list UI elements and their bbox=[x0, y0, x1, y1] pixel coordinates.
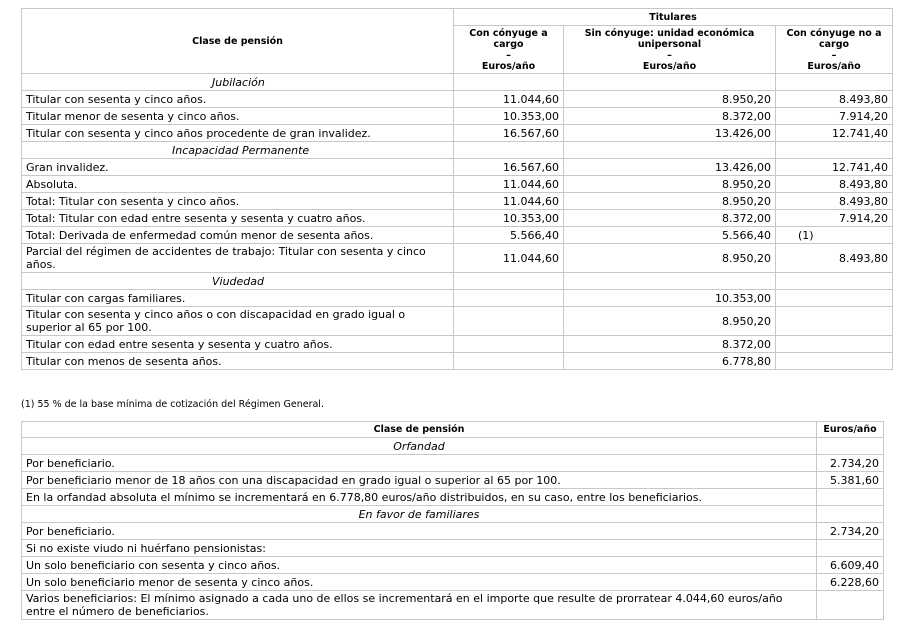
footnote-ref: (1) bbox=[776, 227, 893, 244]
table-row: Un solo beneficiario con sesenta y cinco años. 6.609,40 bbox=[22, 557, 884, 574]
table-row: Parcial del régimen de accidentes de trabajo: Titular con sesenta y cinco años. 11.044,60 8.950,20 8.493,80 bbox=[22, 244, 893, 273]
table-row: En la orfandad absoluta el mínimo se incrementará en 6.778,80 euros/año distribuidos, en su caso, entre los beneficiarios. bbox=[22, 489, 884, 506]
table-row: Absoluta. 11.044,60 8.950,20 8.493,80 bbox=[22, 176, 893, 193]
header-sin-conyuge: Sin cónyuge: unidad económica unipersonal – Euros/año bbox=[564, 26, 776, 74]
pension-table-orfandad bbox=[21, 421, 884, 620]
header-clase: Clase de pensión bbox=[22, 9, 454, 74]
header-con-conyuge: Con cónyuge a cargo – Euros/año bbox=[454, 26, 564, 74]
table-row: Titular con cargas familiares. 10.353,00 bbox=[22, 290, 893, 307]
table-row: Titular con sesenta y cinco años procedente de gran invalidez. 16.567,60 13.426,00 12.741,40 bbox=[22, 125, 893, 142]
table-row: Titular con menos de sesenta años. 6.778,80 bbox=[22, 353, 893, 370]
header-titulares: Titulares bbox=[454, 9, 893, 26]
table-row: Titular con sesenta y cinco años o con discapacidad en grado igual o superior al 65 por 100. 8.950,20 bbox=[22, 307, 893, 336]
table-row: Titular menor de sesenta y cinco años. 10.353,00 8.372,00 7.914,20 bbox=[22, 108, 893, 125]
section-viudedad: Viudedad bbox=[22, 273, 454, 290]
header-euros-ano: Euros/año bbox=[817, 422, 884, 438]
table-row: Si no existe viudo ni huérfano pensionistas: bbox=[22, 540, 884, 557]
table-row: Un solo beneficiario menor de sesenta y cinco años. 6.228,60 bbox=[22, 574, 884, 591]
table-row: Por beneficiario. 2.734,20 bbox=[22, 455, 884, 472]
table-row: Titular con sesenta y cinco años. 11.044,60 8.950,20 8.493,80 bbox=[22, 91, 893, 108]
section-orfandad: Orfandad bbox=[22, 438, 817, 455]
pension-table-titulares bbox=[21, 8, 893, 370]
table-row: Total: Titular con edad entre sesenta y sesenta y cuatro años. 10.353,00 8.372,00 7.914,20 bbox=[22, 210, 893, 227]
table-row: Por beneficiario menor de 18 años con una discapacidad en grado igual o superior al 65 por 100. 5.381,60 bbox=[22, 472, 884, 489]
header-clase-2: Clase de pensión bbox=[22, 422, 817, 438]
table-row: Total: Derivada de enfermedad común menor de sesenta años. 5.566,40 5.566,40 (1) bbox=[22, 227, 893, 244]
table-row: Titular con edad entre sesenta y sesenta y cuatro años. 8.372,00 bbox=[22, 336, 893, 353]
section-familiares: En favor de familiares bbox=[22, 506, 817, 523]
section-incapacidad: Incapacidad Permanente bbox=[22, 142, 454, 159]
table-row: Varios beneficiarios: El mínimo asignado a cada uno de ellos se incrementará en el importe que resulte de prorratear 4.044,60 euros/año entre el número de beneficiarios. bbox=[22, 591, 884, 620]
header-conyuge-no-cargo: Con cónyuge no a cargo – Euros/año bbox=[776, 26, 893, 74]
table-row: Por beneficiario. 2.734,20 bbox=[22, 523, 884, 540]
footnote: (1) 55 % de la base mínima de cotización del Régimen General. bbox=[21, 399, 324, 410]
section-jubilacion: Jubilación bbox=[22, 74, 454, 91]
table-row: Gran invalidez. 16.567,60 13.426,00 12.741,40 bbox=[22, 159, 893, 176]
table-row: Total: Titular con sesenta y cinco años. 11.044,60 8.950,20 8.493,80 bbox=[22, 193, 893, 210]
